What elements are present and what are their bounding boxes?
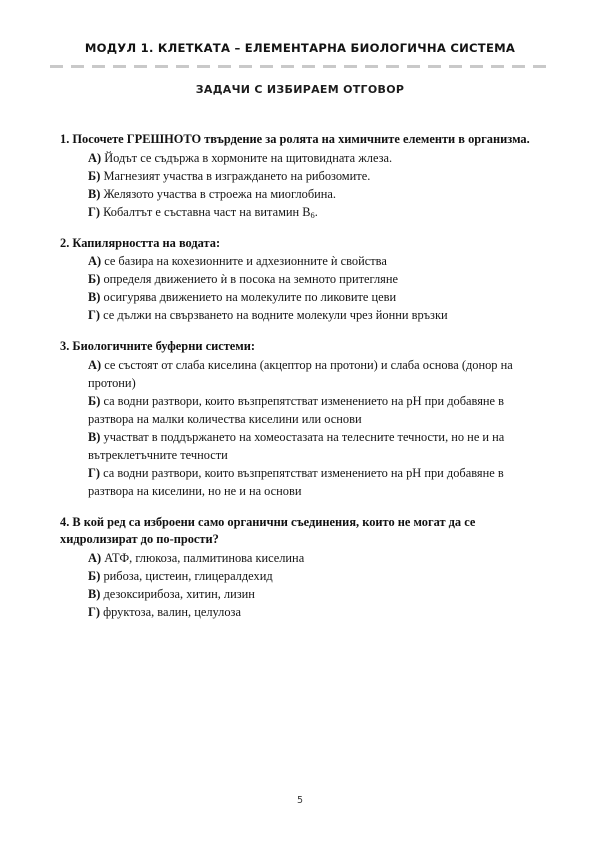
option-letter: В) bbox=[88, 290, 101, 305]
question-block bbox=[60, 338, 534, 500]
section-subtitle: ЗАДАЧИ С ИЗБИРАЕМ ОТГОВОР bbox=[195, 82, 405, 96]
page-footer bbox=[0, 790, 600, 808]
option-item[interactable] bbox=[88, 204, 534, 222]
option-letter: Б) bbox=[88, 568, 101, 583]
option-item[interactable] bbox=[88, 393, 534, 429]
option-item[interactable] bbox=[88, 289, 534, 307]
question-stem: 3. Биологичните буферни системи: bbox=[60, 339, 255, 354]
option-text: се дължи на свързването на водните молекули чрез йонни връзки bbox=[103, 308, 448, 323]
option-text: участват в поддържането на хомеостазата на телесните течности, но не и на вътреклетъчните течности bbox=[88, 429, 505, 462]
option-letter: Б) bbox=[88, 272, 101, 287]
option-text: са водни разтвори, които възпрепятстват изменението на pH при добавяне в разтвора на малки количества киселини или основи bbox=[88, 393, 504, 426]
option-item[interactable] bbox=[88, 429, 534, 465]
option-text: дезоксирибоза, хитин, лизин bbox=[103, 586, 255, 601]
questions-container bbox=[60, 131, 534, 622]
option-item[interactable] bbox=[88, 586, 534, 604]
question-stem: 2. Капилярността на водата: bbox=[60, 235, 221, 250]
option-text: АТФ, глюкоза, палмитинова киселина bbox=[104, 550, 305, 565]
option-letter: В) bbox=[88, 186, 101, 201]
page-number: 5 bbox=[296, 795, 304, 806]
option-text: се състоят от слаба киселина (акцептор на протони) и слаба основа (донор на протони) bbox=[88, 357, 513, 390]
option-item[interactable] bbox=[88, 253, 534, 271]
option-text-tail: . bbox=[314, 204, 318, 219]
option-text: Желязото участва в строежа на миоглобина. bbox=[103, 186, 336, 201]
option-text: определя движението ѝ в посока на земното притегляне bbox=[103, 272, 399, 287]
option-item[interactable] bbox=[88, 357, 534, 393]
option-text: се базира на кохезионните и адхезионните ѝ свойства bbox=[104, 254, 387, 269]
option-item[interactable] bbox=[88, 568, 534, 586]
question-block bbox=[60, 514, 534, 622]
option-item[interactable] bbox=[88, 604, 534, 622]
question-stem: 4. В кой ред са изброени само органични съединения, които не могат да се хидролизират до по-прости? bbox=[60, 514, 476, 547]
option-item[interactable] bbox=[88, 307, 534, 325]
option-letter: Г) bbox=[88, 465, 101, 480]
option-text: Кобалтът е съставна част на витамин B bbox=[103, 204, 311, 219]
question-block bbox=[60, 235, 534, 326]
question-block bbox=[60, 131, 534, 222]
question-stem: 1. Посочете ГРЕШНОТО твърдение за ролята на химичните елементи в организма. bbox=[60, 132, 530, 146]
option-item[interactable] bbox=[88, 150, 534, 168]
option-item[interactable] bbox=[88, 465, 534, 501]
dashed-divider bbox=[50, 65, 550, 68]
option-letter: А) bbox=[88, 150, 102, 165]
option-item[interactable] bbox=[88, 271, 534, 289]
module-title: МОДУЛ 1. КЛЕТКАТА – ЕЛЕМЕНТАРНА БИОЛОГИЧНА СИСТЕМА bbox=[84, 41, 516, 55]
option-text: рибоза, цистеин, глицералдехид bbox=[103, 568, 273, 583]
option-text: Магнезият участва в изграждането на рибозомите. bbox=[103, 168, 371, 183]
option-list bbox=[60, 150, 534, 222]
page-header bbox=[0, 42, 600, 96]
option-list bbox=[60, 357, 534, 501]
option-item[interactable] bbox=[88, 186, 534, 204]
option-letter: Г) bbox=[88, 604, 101, 619]
option-letter: А) bbox=[88, 550, 102, 565]
option-letter: Б) bbox=[88, 393, 101, 408]
option-text: осигурява движението на молекулите по ликовите цеви bbox=[103, 290, 397, 305]
option-letter: В) bbox=[88, 429, 101, 444]
option-list bbox=[60, 550, 534, 622]
option-list bbox=[60, 253, 534, 325]
option-text: са водни разтвори, които възпрепятстват изменението на pH при добавяне в разтвора на киселини, но не и на основи bbox=[88, 465, 504, 498]
option-letter: Б) bbox=[88, 168, 101, 183]
option-text: Йодът се съдържа в хормоните на щитовидната жлеза. bbox=[104, 150, 393, 165]
option-item[interactable] bbox=[88, 550, 534, 568]
option-letter: А) bbox=[88, 357, 102, 372]
option-letter: Г) bbox=[88, 204, 101, 219]
option-letter: В) bbox=[88, 586, 101, 601]
option-item[interactable] bbox=[88, 168, 534, 186]
option-letter: Г) bbox=[88, 308, 101, 323]
option-subscript: 6 bbox=[310, 209, 315, 220]
option-letter: А) bbox=[88, 254, 102, 269]
option-text: фруктоза, валин, целулоза bbox=[103, 604, 241, 619]
